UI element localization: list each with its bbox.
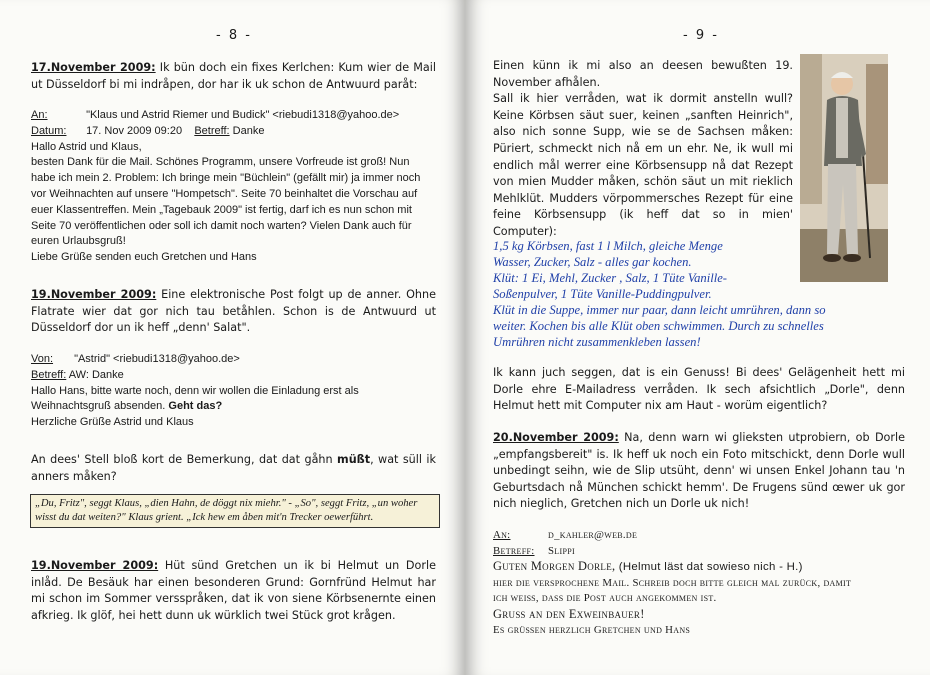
- entry-20-nov: [493, 430, 905, 513]
- comment-paragraph: [31, 452, 436, 485]
- page-number-right: - 9 -: [683, 28, 719, 43]
- email-subject-line: [493, 544, 913, 560]
- email-signoff: Herzliche Grüße Astrid und Klaus: [31, 416, 194, 429]
- recipe-line: Klüt in die Suppe, immer nur paar, dann leicht umrühren, dann so: [493, 303, 826, 317]
- entry-19-nov-a: [31, 287, 436, 337]
- photo-drawing: [800, 54, 888, 282]
- greeting-note: (Helmut läst dat sowieso nich - H.): [618, 561, 803, 574]
- date-heading: 19.November 2009:: [31, 559, 159, 572]
- email-body: [31, 384, 436, 416]
- entry-intro: Eine elektronische Post folgt up de anner. Ohne Flatrate wier dat gor nich tau betåhlen. Schon is de Antwuurd ut Düsseldorf dor un ik heff „denn' Salat".: [31, 288, 436, 335]
- recipe-line: Umrühren nicht zusammenkleben lassen!: [493, 335, 701, 349]
- email-line: hier die versprochene Mail. Schreib doch bitte gleich mal zurück, damit: [493, 576, 852, 589]
- date-heading: 20.November 2009:: [493, 431, 619, 444]
- subject-value: AW: Danke: [68, 368, 124, 381]
- subject-label: Betreff:: [493, 544, 535, 557]
- subject-label: Betreff:: [31, 368, 67, 381]
- date-heading: 19.November 2009:: [31, 288, 157, 301]
- entry-17-nov: [31, 60, 436, 93]
- comment-text-end: , wat süll ik anners måken?: [31, 453, 436, 483]
- to-value: d_kahler@web.de: [548, 529, 638, 541]
- subject-label: Betreff:: [194, 124, 230, 137]
- recipe-line: Soßenpulver, 1 Tüte Vanille-Puddingpulver.: [493, 287, 712, 301]
- to-label: An:: [31, 109, 48, 121]
- genuss-paragraph: Ik kann juch seggen, dat is ein Genuss! Bi dees' Gelägenheit hett mi Dorle ehre E-Mailadress verråden. Ik sech afsichtlich „Dorle", denn Helmut hett mit Computer nix am Haut - worüm eigentlich?: [493, 366, 905, 413]
- page-number-left: - 8 -: [216, 28, 252, 43]
- body-emphasis: Geht das?: [168, 400, 223, 413]
- email-line: ich weiß, dass die Post auch angekommen ist.: [493, 592, 717, 605]
- date-heading: 17.November 2009:: [31, 61, 156, 74]
- to-value: "Klaus und Astrid Riemer und Budick" <riebudi1318@yahoo.de>: [86, 109, 400, 121]
- recipe-line: weiter. Kochen bis alle Klüt oben schwimmen. Durch zu schnelles: [493, 319, 824, 333]
- email-signoff: Es grüßen herzlich Gretchen und Hans: [493, 623, 691, 636]
- to-label: An:: [493, 529, 511, 541]
- date-label: Datum:: [31, 124, 67, 137]
- from-value: "Astrid" <riebudi1318@yahoo.de>: [74, 353, 240, 365]
- comment-emphasis: müßt: [337, 453, 371, 466]
- recipe-line: Klüt: 1 Ei, Mehl, Zucker , Salz, 1 Tüte Vanille-: [493, 271, 728, 285]
- email-body: Hallo Astrid und Klaus, besten Dank für die Mail. Schönes Programm, unsere Vorfreude ist groß! Nun habe ich mein 2. Problem: Ich bringe mein "Büchlein" (gefällt mir) ja immer noch vor Weihnachten auf unsere "Hompetsch". Seite 70 beinhaltet die Vorschau auf euer Klassentreffen. Mein „Tagebauk 2009" ist fertig, darf ich es nun schon mit Seite 70 veröffentlichen oder soll ich damit noch warten? Vielen Dank auch für euren Urlaubsgruß! Liebe Grüße senden euch Gretchen und Hans: [31, 140, 421, 264]
- email-from-line: [31, 352, 436, 368]
- greeting: Guten Morgen Dorle,: [493, 559, 619, 574]
- email-reply-1: [31, 108, 436, 266]
- soup-intro-paragraph: Einen künn ik mi also an deesen bewußten 19. November afhålen. Sall ik hier verråden, wat ik dormit anstelln wull? Keine Körbsen säut suer, keinen „sanften Heinrich", also nich sonne Supp, wie se de Sachsen måken: Püriert, schmeckt nich nå em un ehr. Ne, ik wull mi endlich mål werrer eine Körbsensupp nå dat Rezept von mien Mudder måken, schön säut un mit rieklich Mehlklüt. Mudders vörpommersches Rezept für eine feine Körbsensupp (ik heff dat so in mien' Computer):: [493, 59, 793, 238]
- from-label: Von:: [31, 353, 54, 365]
- man-with-cane-photo: [800, 54, 888, 282]
- comment-text: An dees' Stell bloß kort de Bemerkung, dat dat gåhn: [31, 453, 338, 466]
- email-date-line: [31, 124, 436, 140]
- date-value: 17. Nov 2009 09:20: [86, 124, 183, 137]
- email-to-line: [31, 108, 436, 124]
- recipe-line: 1,5 kg Körbsen, fast 1 l Milch, gleiche Menge: [493, 239, 723, 253]
- email-subject-line: [31, 368, 436, 384]
- entry-text: Hüt sünd Gretchen un ik bi Helmut un Dorle inlåd. De Besäuk har einen besonderen Grund: Gornfründ Helmut har mi schon im Sommer versspråken, dat ik von siene Körbsenernte einen afkrieg. Ik glöf, hei hett dunn uk würklich twei Stück grot krågen.: [31, 559, 436, 622]
- email-greeting-line: [493, 559, 913, 576]
- email-reply-2: [31, 352, 436, 431]
- email-to-line: [493, 528, 913, 544]
- entry-intro: Ik bün doch ein fixes Kerlchen: Kum wier de Mail ut Düsseldorf bi mi indråpen, dor har ik uk schon de Antwuurd paråt:: [31, 61, 437, 91]
- subject-value: Slippi: [548, 544, 575, 557]
- email-line: Gruß an den Exweinbauer!: [493, 606, 645, 621]
- entry-text: Na, denn warn wi glieksten utprobiern, ob Dorle „empfangsbereit" is. Ik heff uk noch ein Foto mitschickt, denn Dorle wull unbedingt seihn, wie de Slip utsüht, denn' wi unsen Enkel Johann tau 'n Geburtsdach nå München schickt hemm'. De Frugens sünd œwer uk gor nich nieglich, Gretchen nich un Dorle uk nich!: [493, 431, 905, 511]
- subject-value: Danke: [232, 124, 265, 137]
- recipe-line: Wasser, Zucker, Salz - alles gar kochen.: [493, 255, 692, 269]
- email-to-dorle: [493, 528, 913, 638]
- joke-quote-box: „Du, Fritz", seggt Klaus, „dien Hahn, de döggt nix miehr." - „So", seggt Fritz, „un woher wisst du dat weiten?" Klaus grient. „Ick hew em åben mit'n Trecker oewerführt.: [30, 494, 440, 528]
- entry-19-nov-b: [31, 558, 436, 624]
- body-text: Hallo Hans, bitte warte noch, denn wir wollen die Einladung erst als Weihnachtsgruß absenden.: [31, 384, 359, 413]
